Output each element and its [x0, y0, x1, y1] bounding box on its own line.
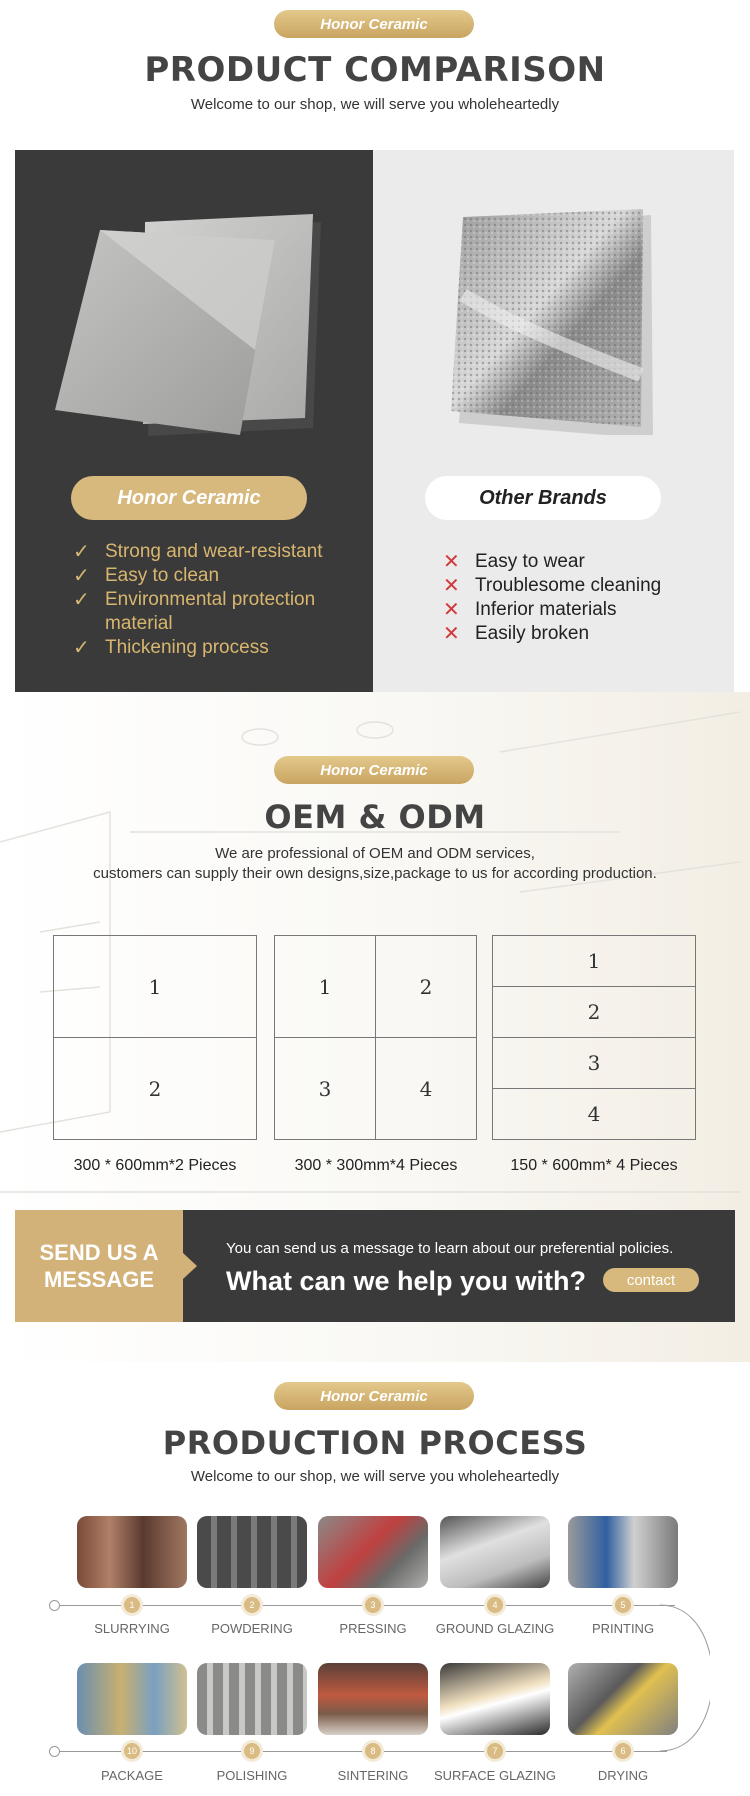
- step-label: SINTERING: [337, 1768, 409, 1783]
- other-brands-label: Other Brands: [425, 476, 661, 520]
- step-node: 10: [124, 1743, 140, 1759]
- ground-glazing-photo: [440, 1516, 550, 1588]
- layout-label: 150 * 600mm* 4 Pieces: [510, 1157, 678, 1174]
- layout-cell: 2: [148, 1076, 162, 1101]
- oem-badge: Honor Ceramic: [274, 756, 474, 784]
- honor-ceramic-panel: Honor Ceramic ✓ Strong and wear-resistant ✓ Easy to clean ✓ Environmental protection material ✓ Thickening process: [15, 150, 373, 692]
- send-message-line-1: SEND US A: [39, 1240, 159, 1265]
- contact-button[interactable]: contact: [603, 1268, 699, 1292]
- layout-cell: 1: [54, 936, 256, 1038]
- message-info: You can send us a message to learn about our preferential policies.: [226, 1240, 674, 1257]
- surface-glazing-photo: [440, 1663, 550, 1735]
- check-icon: ✓: [73, 637, 90, 659]
- layout-2-pieces: [53, 935, 257, 1140]
- step-node: 2: [244, 1597, 260, 1613]
- powdering-photo: [197, 1516, 307, 1588]
- step-node: 5: [615, 1597, 631, 1613]
- step-node: 3: [365, 1597, 381, 1613]
- sintering-photo: [318, 1663, 428, 1735]
- timeline-start-1: [49, 1600, 60, 1611]
- layout-label: 300 * 600mm*2 Pieces: [73, 1157, 237, 1174]
- step-label: POWDERING: [211, 1621, 293, 1636]
- oem-title: OEM & ODM: [264, 798, 486, 836]
- check-icon: ✓: [73, 565, 90, 587]
- step-node: 6: [615, 1743, 631, 1759]
- comparison-title: PRODUCT COMPARISON: [144, 50, 606, 90]
- layout-4-pieces-strips: [492, 935, 696, 1140]
- step-label: PRINTING: [591, 1621, 655, 1636]
- step-node: 1: [124, 1597, 140, 1613]
- layout-cell: 1: [275, 936, 376, 1038]
- message-banner: [183, 1210, 735, 1322]
- send-message-line-2: MESSAGE: [43, 1267, 155, 1292]
- oem-line-1: We are professional of OEM and ODM services,: [215, 845, 535, 862]
- cross-icon: ✕: [443, 575, 460, 597]
- layout-cell: 4: [419, 1076, 433, 1101]
- cross-icon: ✕: [443, 623, 460, 645]
- message-question: What can we help you with?: [226, 1266, 587, 1296]
- check-icon: ✓: [73, 589, 90, 611]
- printing-photo: [568, 1516, 678, 1588]
- layout-cell: 3: [493, 1038, 695, 1089]
- polishing-photo: [197, 1663, 307, 1735]
- comparison-badge: Honor Ceramic: [274, 10, 474, 38]
- drying-photo: [568, 1663, 678, 1735]
- step-label: POLISHING: [216, 1768, 288, 1783]
- step-label: PACKAGE: [101, 1768, 163, 1783]
- oem-line-2: customers can supply their own designs,size,package to us for according production.: [93, 865, 657, 882]
- step-label: PRESSING: [339, 1621, 407, 1636]
- step-node: 7: [487, 1743, 503, 1759]
- honor-tile-image: [55, 210, 335, 440]
- message-arrow: [183, 1253, 197, 1279]
- process-title: PRODUCTION PROCESS: [162, 1424, 588, 1462]
- layout-cell: 3: [275, 1038, 376, 1139]
- comparison-subtitle: Welcome to our shop, we will serve you wholeheartedly: [190, 96, 560, 113]
- layout-cell: 2: [376, 936, 476, 1038]
- honor-ceramic-label: Honor Ceramic: [71, 476, 307, 520]
- layout-4-pieces-square: [274, 935, 477, 1140]
- check-icon: ✓: [73, 541, 90, 563]
- process-badge: Honor Ceramic: [274, 1382, 474, 1410]
- layout-cell: 4: [587, 1102, 601, 1126]
- step-node: 8: [365, 1743, 381, 1759]
- timeline-start-2: [49, 1746, 60, 1757]
- send-message-block: [15, 1210, 183, 1322]
- layout-label: 300 * 300mm*4 Pieces: [294, 1157, 458, 1174]
- slurrying-photo: [77, 1516, 187, 1588]
- step-label: DRYING: [597, 1768, 649, 1783]
- other-tile-image: [433, 205, 673, 435]
- process-subtitle: Welcome to our shop, we will serve you wholeheartedly: [190, 1468, 560, 1485]
- step-node: 4: [487, 1597, 503, 1613]
- timeline-line-2: [55, 1751, 667, 1752]
- step-label: SLURRYING: [94, 1621, 170, 1636]
- other-brands-panel: Other Brands ✕ Easy to wear ✕ Troublesome cleaning ✕ Inferior materials ✕ Easily broken: [373, 150, 734, 692]
- step-label: SURFACE GLAZING: [433, 1768, 557, 1783]
- layout-cell: 1: [493, 936, 695, 987]
- package-photo: [77, 1663, 187, 1735]
- step-node: 9: [244, 1743, 260, 1759]
- pressing-photo: [318, 1516, 428, 1588]
- cross-icon: ✕: [443, 599, 460, 621]
- layout-cell: 2: [493, 987, 695, 1038]
- step-label: GROUND GLAZING: [435, 1621, 555, 1636]
- cross-icon: ✕: [443, 551, 460, 573]
